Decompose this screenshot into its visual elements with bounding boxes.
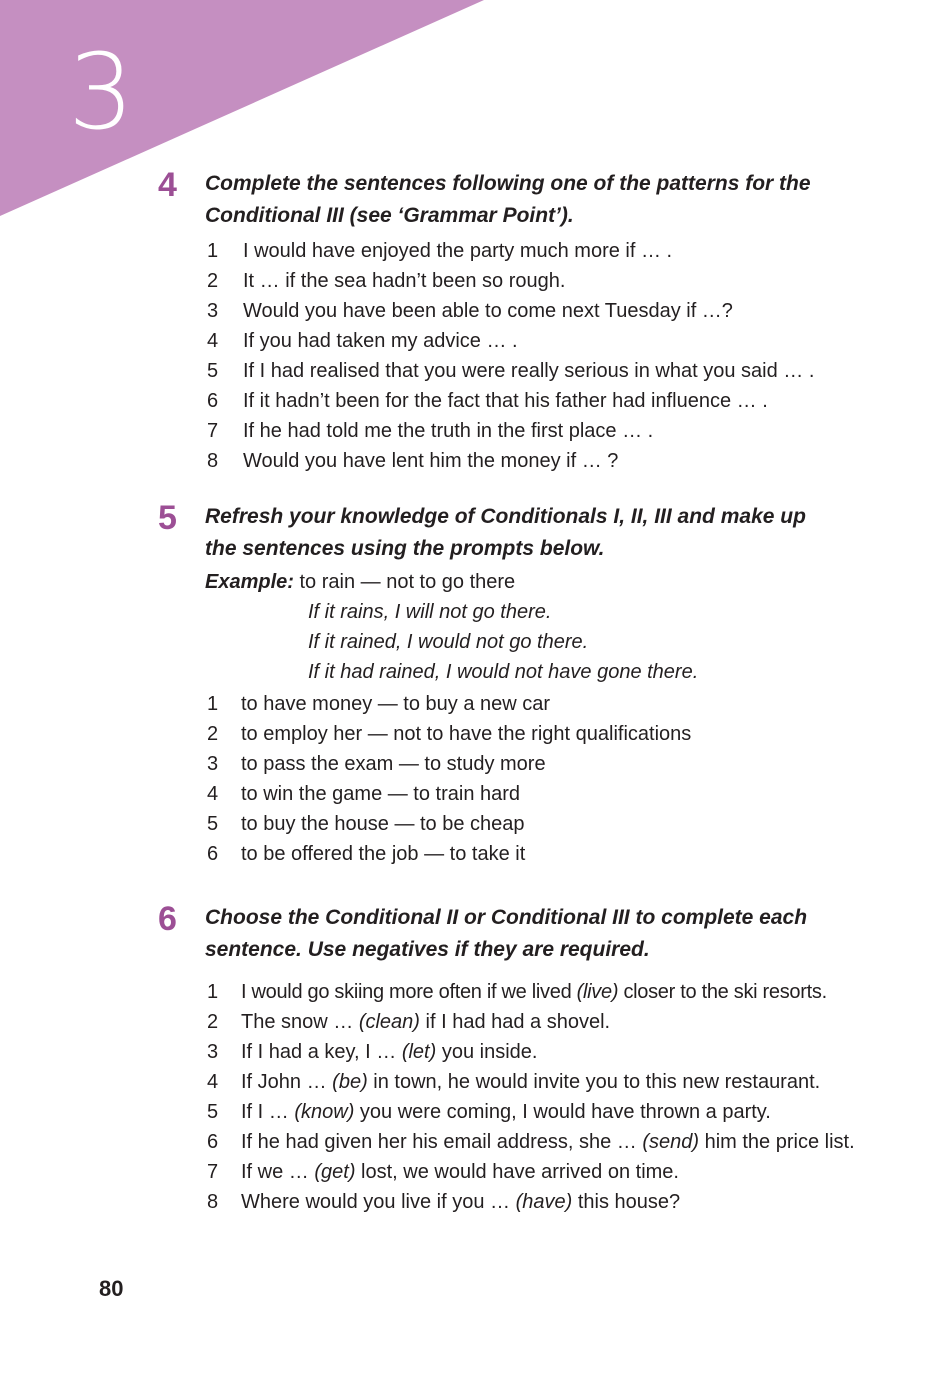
item-number: 3 — [207, 753, 219, 775]
list-item — [205, 719, 905, 749]
item-text: The snow … (clean) if I had had a shovel. — [241, 1011, 611, 1033]
list-item — [205, 809, 905, 839]
verb-prompt: (live) — [576, 981, 619, 1003]
list-item — [205, 1007, 875, 1037]
item-text: If I … (know) you were coming, I would have thrown a party. — [241, 1101, 771, 1123]
item-number: 1 — [207, 981, 219, 1003]
list-item — [205, 689, 905, 719]
item-number: 5 — [207, 1101, 219, 1123]
example-prompt: to rain — not to go there — [299, 571, 516, 593]
item-text: to pass the exam — to study more — [241, 753, 546, 775]
list-item — [205, 1127, 875, 1157]
item-text: to have money — to buy a new car — [241, 693, 551, 715]
item-text: If John … (be) in town, he would invite you to this new restaurant. — [241, 1071, 821, 1093]
item-text: If we … (get) lost, we would have arrived on time. — [241, 1161, 679, 1183]
instruction-line: Complete the sentences following one of the patterns for the — [205, 172, 811, 195]
list-item — [205, 1157, 875, 1187]
list-item — [205, 1187, 875, 1217]
unit-number: 3 — [68, 31, 135, 153]
list-item — [205, 326, 905, 356]
list-item — [205, 296, 905, 326]
item-text: Where would you live if you … (have) this house? — [241, 1191, 681, 1213]
exercise-instruction — [205, 501, 895, 565]
item-number: 7 — [207, 1161, 219, 1183]
verb-prompt: (let) — [401, 1041, 437, 1063]
list-item — [205, 266, 905, 296]
exercise-number: 5 — [158, 499, 177, 537]
item-number: 1 — [207, 693, 219, 715]
exercise-instruction — [205, 902, 895, 966]
item-number: 2 — [207, 723, 219, 745]
item-number: 3 — [207, 1041, 219, 1063]
item-number: 5 — [207, 813, 219, 835]
example-answer: If it had rained, I would not have gone there. — [308, 661, 699, 683]
item-text: to buy the house — to be cheap — [241, 813, 525, 835]
item-text: If I had realised that you were really serious in what you said … . — [243, 360, 815, 382]
item-text: I would have enjoyed the party much more if … . — [243, 240, 673, 262]
list-item — [205, 977, 875, 1007]
item-text: It … if the sea hadn’t been so rough. — [243, 270, 566, 292]
exercise-number: 4 — [158, 166, 177, 204]
item-number: 7 — [207, 420, 219, 442]
item-number: 6 — [207, 1131, 219, 1153]
item-text: If you had taken my advice … . — [243, 330, 518, 352]
list-item — [205, 749, 905, 779]
item-number: 4 — [207, 1071, 219, 1093]
example-line — [205, 567, 905, 597]
example-label: Example: — [205, 571, 294, 593]
item-number: 2 — [207, 270, 219, 292]
example-answer: If it rained, I would not go there. — [308, 631, 589, 653]
list-item — [205, 386, 905, 416]
item-text: to be offered the job — to take it — [241, 843, 526, 865]
exercise-6-list — [205, 977, 875, 1217]
list-item — [205, 1067, 875, 1097]
item-number: 4 — [207, 330, 219, 352]
verb-prompt: (know) — [294, 1101, 355, 1123]
example-block — [205, 567, 905, 687]
item-text: to win the game — to train hard — [241, 783, 521, 805]
item-text: If it hadn’t been for the fact that his father had influence … . — [243, 390, 768, 412]
instruction-line: the sentences using the prompts below. — [205, 537, 605, 560]
page-number: 80 — [99, 1276, 124, 1301]
list-item — [205, 1037, 875, 1067]
instruction-line: Conditional III (see ‘Grammar Point’). — [205, 204, 574, 227]
verb-prompt: (send) — [642, 1131, 700, 1153]
list-item — [205, 446, 905, 476]
list-item — [205, 236, 905, 266]
list-item — [205, 356, 905, 386]
item-number: 5 — [207, 360, 219, 382]
item-number: 8 — [207, 450, 219, 472]
instruction-line: Choose the Conditional II or Conditional III to complete each — [205, 906, 808, 929]
item-text: to employ her — not to have the right qualifications — [241, 723, 692, 745]
item-number: 4 — [207, 783, 219, 805]
item-number: 6 — [207, 843, 219, 865]
verb-prompt: (be) — [332, 1071, 368, 1093]
item-number: 6 — [207, 390, 219, 412]
item-number: 2 — [207, 1011, 219, 1033]
verb-prompt: (have) — [515, 1191, 573, 1213]
exercise-number: 6 — [158, 900, 177, 938]
item-text: Would you have lent him the money if … ? — [243, 450, 619, 472]
instruction-line: sentence. Use negatives if they are required. — [205, 938, 650, 961]
list-item — [205, 839, 905, 869]
exercise-5-list — [205, 689, 905, 869]
list-item — [205, 1097, 875, 1127]
instruction-line: Refresh your knowledge of Conditionals I, II, III and make up — [205, 505, 806, 528]
exercise-4-list — [205, 236, 905, 476]
item-text: If he had given her his email address, she … (send) him the price list. — [241, 1131, 855, 1153]
item-number: 3 — [207, 300, 219, 322]
item-text: Would you have been able to come next Tuesday if …? — [243, 300, 733, 322]
example-answer: If it rains, I will not go there. — [308, 601, 552, 623]
item-text: If I had a key, I … (let) you inside. — [241, 1041, 538, 1063]
list-item — [205, 779, 905, 809]
verb-prompt: (get) — [314, 1161, 356, 1183]
item-text: If he had told me the truth in the first place … . — [243, 420, 654, 442]
exercise-instruction — [205, 168, 895, 232]
list-item — [205, 416, 905, 446]
item-text: I would go skiing more often if we lived (live) closer to the ski resorts. — [241, 981, 827, 1003]
item-number: 8 — [207, 1191, 219, 1213]
item-number: 1 — [207, 240, 219, 262]
verb-prompt: (clean) — [358, 1011, 420, 1033]
